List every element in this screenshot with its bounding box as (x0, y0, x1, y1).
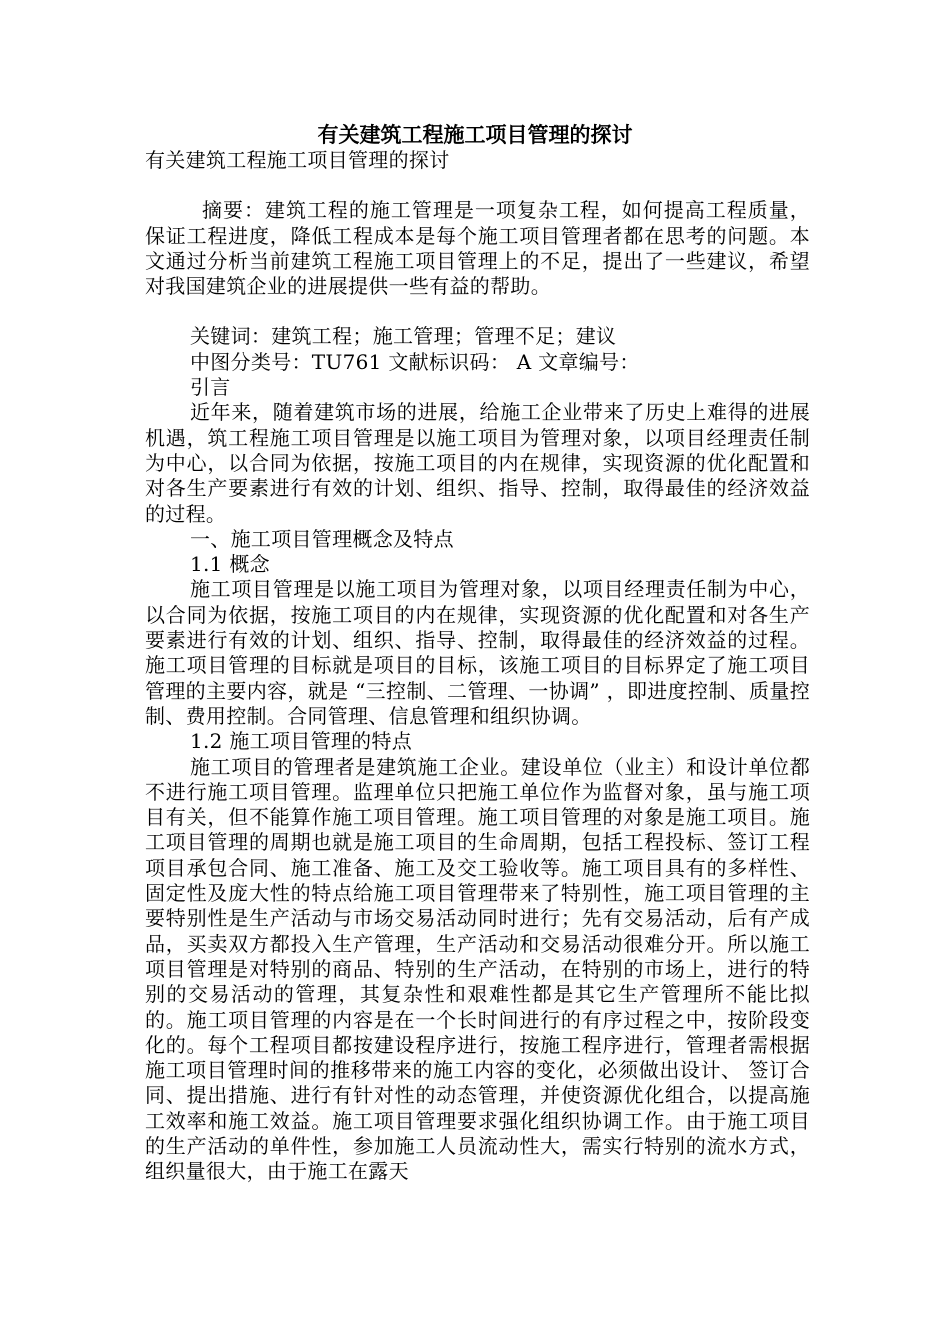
concept-paragraph: 施工项目管理是以施工项目为管理对象，以项目经理责任制为中心，以合同为依据，按施工项目的内在规律，实现资源的优化配置和对各生产要素进行有效的计划、组织、指导、控制，取得最佳的经济效益的过程。施工项目管理的目标就是项目的目标，该施工项目的目标界定了施工项目管理的主要内容，就是 “三控制、二管理、一协调” ，即进度控制、质量控制、费用控制。合同管理、信息管理和组织协调。 (145, 577, 810, 728)
section-heading: 一、施工项目管理概念及特点 (190, 526, 454, 551)
subsection-heading-concept: 1.1 概念 (190, 552, 270, 577)
document-body (145, 148, 810, 1185)
keywords-line: 关键词：建筑工程；施工管理；管理不足；建议 (190, 324, 617, 349)
document-subtitle: 有关建筑工程施工项目管理的探讨 (145, 148, 450, 172)
subsection-heading-features: 1.2 施工项目管理的特点 (190, 729, 413, 754)
intro-paragraph: 近年来，随着建筑市场的进展，给施工企业带来了历史上难得的进展机遇，筑工程施工项目管理是以施工项目为管理对象，以项目经理责任制为中心，以合同为依据，按施工项目的内在规律，实现资源的优化配置和对各生产要素进行有效的计划、组织、指导、控制，取得最佳的经济效益的过程。 (145, 400, 810, 526)
blank-line (145, 299, 810, 324)
abstract-paragraph: 摘要：建筑工程的施工管理是一项复杂工程，如何提高工程质量，保证工程进度，降低工程成本是每个施工项目管理者都在思考的问题。本文通过分析当前建筑工程施工项目管理上的不足，提出了一些建议，希望对我国建筑企业的进展提供一些有益的帮助。 (145, 198, 810, 299)
features-paragraph: 施工项目的管理者是建筑施工企业。建设单位（业主）和设计单位都不进行施工项目管理。监理单位只把施工单位作为监督对象，虽与施工项目有关，但不能算作施工项目管理。施工项目管理的对象是施工项目。施工项目管理的周期也就是施工项目的生命周期，包括工程投标、签订工程项目承包合同、施工准备、施工及交工验收等。施工项目具有的多样性、固定性及庞大性的特点给施工项目管理带来了特别性，施工项目管理的主要特别性是生产活动与市场交易活动同时进行；先有交易活动，后有产成品，买卖双方都投入生产管理，生产活动和交易活动很难分开。所以施工项目管理是对特别的商品、特别的生产活动，在特别的市场上，进行的特别的交易活动的管理，其复杂性和艰难性都是其它生产管理所不能比拟的。施工项目管理的内容是在一个长时间进行的有序过程之中，按阶段变化的。每个工程项目都按建设程序进行，按施工程序进行，管理者需根据施工项目管理时间的推移带来的施工内容的变化，必须做出设计、 签订合同、提出措施、进行有针对性的动态管理，并使资源优化组合，以提高施工效率和施工效益。施工项目管理要求强化组织协调工作。由于施工项目的生产活动的单件性，参加施工人员流动性大，需实行特别的流水方式，组织量很大，由于施工在露天 (145, 754, 810, 1184)
document-title: 有关建筑工程施工项目管理的探讨 (317, 123, 633, 147)
intro-heading: 引言 (190, 375, 231, 400)
blank-line (145, 173, 810, 198)
classification-line: 中图分类号：TU761 文献标识码： A 文章编号： (190, 349, 640, 374)
